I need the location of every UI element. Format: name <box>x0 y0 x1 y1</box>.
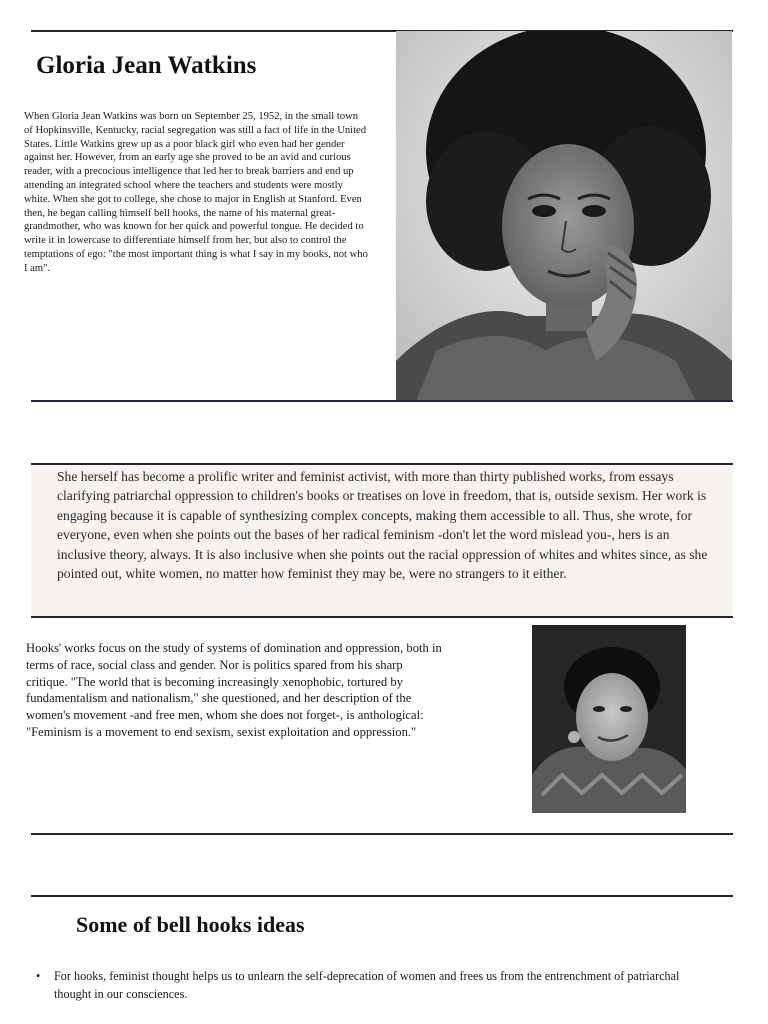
intro-paragraph: When Gloria Jean Watkins was born on September 25, 1952, in the small town of Hopkinsville, Kentucky, racial segregation was still a fact of life in the United States. Little Watkins grew up as a poor black girl who even had her gender against her. However, from an early age she proved to be an avid and curious reader, with a precocious intelligence that led her to break barriers and end up attending an integrated school where the teachers and students were mostly white. When she got to college, she chose to major in English at Stanford. Even then, he began calling himself bell hooks, the name of his maternal great-grandmother, who was known for her quick and powerful tongue. He decided to write it in lowercase to differentiate himself from her, but also to control the temptations of ego: "the most important thing is what I say in my books, not who I am". <box>24 111 368 274</box>
idea-list-item <box>36 967 716 1003</box>
works-paragraph: Hooks' works focus on the study of systems of domination and oppression, both in terms of race, social class and gender. Nor is politics spared from his sharp critique. "The world that is becoming increasingly xenophobic, tortured by fundamentalism and nationalism," she questioned, and her description of the women's movement -and free men, whom she does not forget-, is anthological: "Feminism is a movement to end sexism, sexist exploitation and oppression." <box>26 641 442 739</box>
bullet-icon: • <box>36 969 41 983</box>
portrait-photo-young <box>396 31 732 401</box>
portrait-photo-later <box>532 625 686 813</box>
highlight-box <box>31 463 733 618</box>
page-title: Gloria Jean Watkins <box>36 52 257 79</box>
idea-text: For hooks, feminist thought helps us to unlearn the self-deprecation of women and frees us from the entrenchment of patriarchal thought in our consciences. <box>54 969 680 1001</box>
ideas-heading: Some of bell hooks ideas <box>76 912 305 937</box>
highlight-paragraph: She herself has become a prolific writer and feminist activist, with more than thirty published works, from essays clarifying patriarchal oppression to children's books or treatises on love in freedom, that is, outside sexism. Her work is engaging because it is capable of synthesizing complex concepts, making them accessible to all. Thus, she wrote, for everyone, even when she points out the bases of her radical feminism -don't let the word mislead you-, hers is an inclusive theory, always. It is also inclusive when she points out the racial oppression of whites and whites since, as she pointed out, white women, no matter how feminist they may be, were no strangers to it either. <box>57 469 708 582</box>
section-rule-3 <box>31 895 733 897</box>
section-rule-2 <box>31 833 733 835</box>
section-rule-1 <box>31 400 733 402</box>
